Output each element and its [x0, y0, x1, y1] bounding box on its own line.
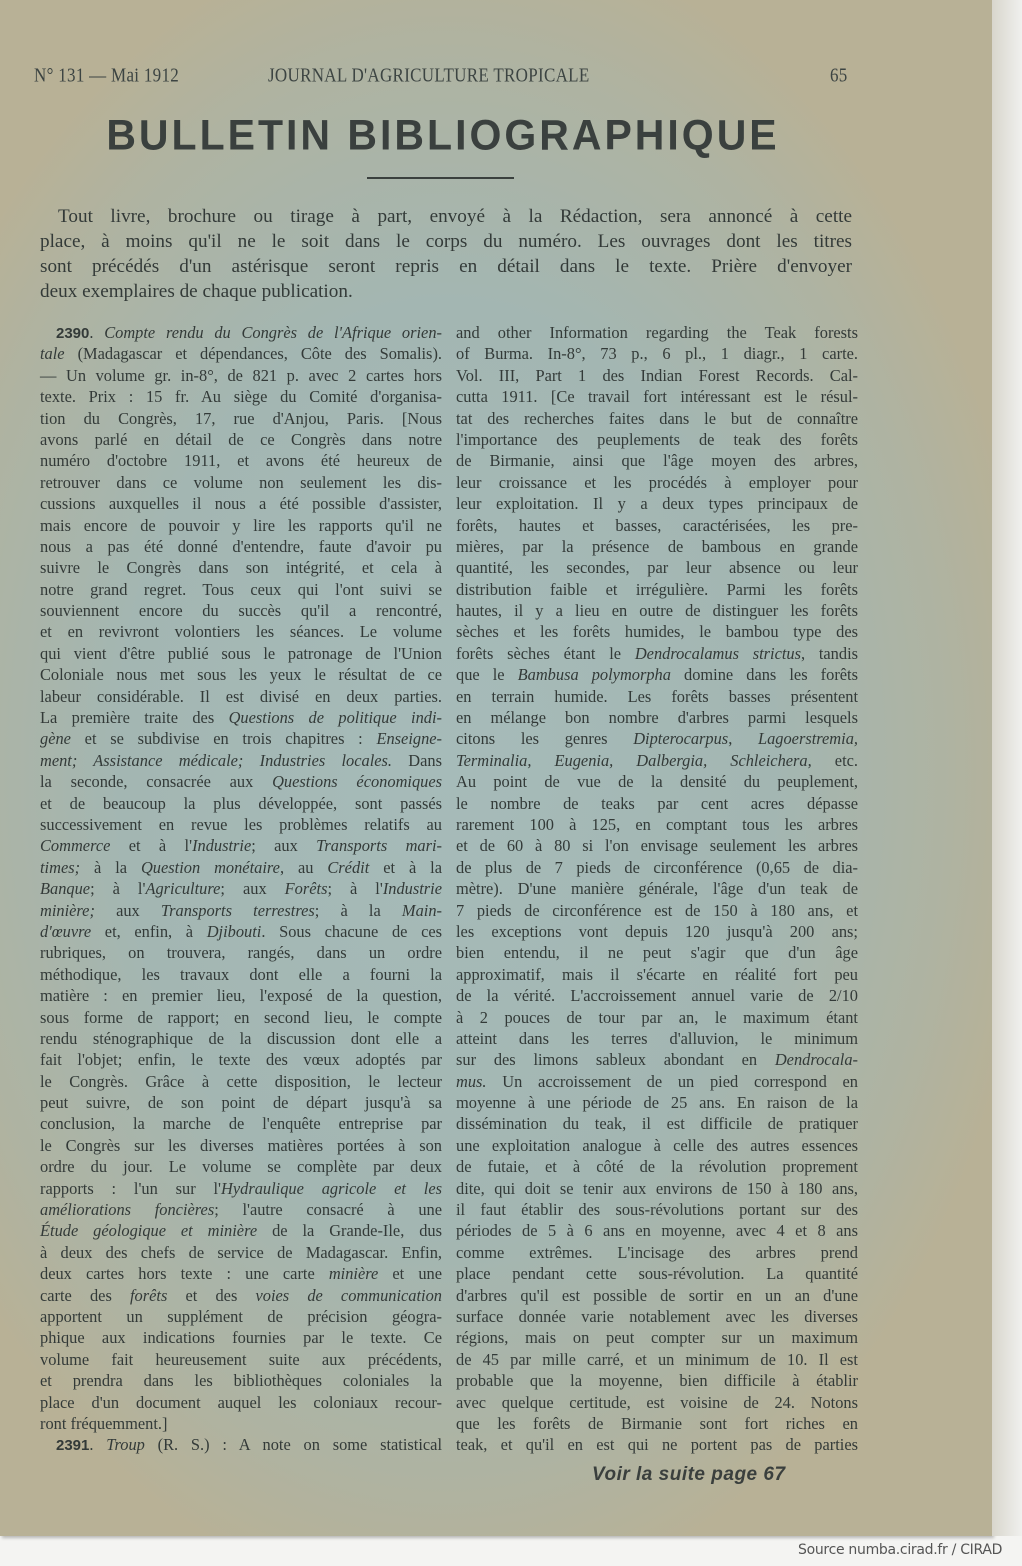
- intro-line: Tout livre, brochure ou tirage à part, envoyé à la Rédaction, sera annoncé à cette: [58, 206, 852, 227]
- text-segment: forêts, hautes et basses, caractérisées, les pre-: [456, 515, 858, 535]
- text-segment: labeur considérable. Il est divisé en deux parties.: [40, 686, 442, 706]
- text-line: [456, 771, 858, 792]
- text-segment: moyenne à une période de 25 ans. En raison de la: [456, 1093, 858, 1113]
- text-segment: approximatif, mais il s'écarte en réalité fort peu: [456, 964, 858, 984]
- text-segment: périodes de 5 à 6 ans en moyenne, avec 4 et 8 ans: [456, 1221, 858, 1241]
- text-segment: probable que la moyenne, bien difficile à établir: [456, 1371, 858, 1391]
- text-line: [456, 493, 858, 514]
- text-line: [456, 515, 858, 536]
- italic-text: Enseigne-: [376, 729, 442, 749]
- text-segment: tat des recherches faites dans le but de connaître: [456, 408, 858, 428]
- text-line: [40, 964, 442, 985]
- text-line: [40, 942, 442, 963]
- italic-text: d'œuvre: [40, 921, 92, 941]
- text-line: [456, 386, 858, 407]
- text-line: [456, 1285, 858, 1306]
- text-line: [456, 750, 858, 771]
- text-segment: tion du Congrès, 17, rue d'Anjou, Paris. [Nous: [40, 408, 442, 428]
- text-line: [456, 429, 858, 450]
- italic-text: Bambusa polymorpha: [517, 665, 671, 685]
- text-line: [40, 472, 442, 493]
- italic-text: Questions de politique indi-: [228, 708, 443, 728]
- italic-text: Compte rendu du Congrès de l'Afrique orien-: [104, 323, 442, 342]
- italic-text: Question monétaire: [140, 857, 280, 877]
- text-line: [456, 579, 858, 600]
- text-segment: ; aux: [251, 836, 317, 856]
- text-segment: 7 pieds de circonférence est de 150 à 180 ans, et: [456, 900, 858, 920]
- text-line: [456, 793, 858, 814]
- text-segment: aux: [94, 900, 161, 920]
- text-line: [456, 878, 858, 899]
- italic-text: Agriculture: [145, 879, 221, 899]
- text-segment: de plus de 7 pieds de circonférence (0,65 de dia-: [456, 857, 858, 877]
- entry-number: 2391: [56, 1437, 90, 1455]
- text-line: [456, 1113, 858, 1134]
- text-line: [40, 1220, 442, 1241]
- text-line: [456, 1156, 858, 1177]
- text-line: [40, 900, 442, 921]
- text-line: [456, 1007, 858, 1028]
- text-line: [40, 643, 442, 664]
- text-segment: que le: [456, 665, 518, 685]
- text-line: [456, 536, 858, 557]
- text-segment: rendu sténographique de la discussion dont elle a: [40, 1028, 442, 1048]
- text-segment: and other Information regarding the Teak forests: [456, 323, 858, 342]
- text-segment: deux cartes hors texte : une carte: [40, 1264, 329, 1284]
- text-line: [456, 621, 858, 642]
- text-segment: Coloniale nous met sous les yeux le résultat de ce: [40, 665, 442, 685]
- text-line: [40, 1156, 442, 1177]
- text-segment: de la vérité. L'accroissement annuel varie de 2/10: [456, 986, 858, 1006]
- text-line: [456, 408, 858, 429]
- text-segment: bien entendu, il ne peut s'agir que d'un âge: [456, 943, 858, 963]
- text-line: [456, 900, 858, 921]
- italic-text: Hydraulique agricole et les: [221, 1178, 442, 1198]
- italic-text: Djibouti: [206, 921, 262, 941]
- page-title: BULLETIN BIBLIOGRAPHIQUE: [106, 110, 780, 160]
- text-line: [40, 1413, 442, 1434]
- text-line: [40, 1178, 442, 1199]
- text-line: [456, 1092, 858, 1113]
- text-line: [40, 1049, 442, 1070]
- text-segment: ; aux: [220, 879, 285, 899]
- text-segment: apportent un supplément de précision géogra-: [40, 1306, 442, 1326]
- italic-text: Étude géologique et minière: [40, 1221, 258, 1241]
- text-line: [40, 1242, 442, 1263]
- italic-text: Main-: [401, 900, 442, 920]
- text-segment: et, enfin, à: [91, 921, 207, 941]
- text-segment: comme extrêmes. L'incisage des arbres prend: [456, 1242, 858, 1262]
- text-segment: retrouver dans ce volume non seulement les dis-: [40, 472, 442, 492]
- text-segment: texte. Prix : 15 fr. Au siège du Comité d'organisa-: [40, 387, 442, 407]
- text-segment: etc.: [811, 750, 858, 770]
- text-line: [40, 664, 442, 685]
- continued-notice: Voir la suite page 67: [592, 1464, 786, 1485]
- text-line: [40, 1092, 442, 1113]
- page-number: 65: [830, 64, 848, 86]
- text-line: [40, 1263, 442, 1284]
- text-line: [40, 793, 442, 814]
- text-line: [40, 814, 442, 835]
- text-segment: of Burma. In-8°, 73 p., 6 pl., 1 diagr., 1 carte.: [456, 344, 858, 364]
- italic-text: Industrie: [192, 836, 252, 856]
- text-line: [456, 1178, 858, 1199]
- text-segment: .: [89, 323, 105, 342]
- text-segment: mais encore de pouvoir y lire les rapports qu'il ne: [40, 515, 442, 535]
- italic-text: Troup: [106, 1435, 145, 1455]
- text-segment: sur des limons sableux abondant en: [456, 1050, 775, 1070]
- text-line: [456, 664, 858, 685]
- text-segment: en mélange bon nombre d'arbres parmi lesquels: [456, 708, 858, 728]
- text-line: [40, 878, 442, 899]
- italic-text: Transports mari-: [316, 836, 442, 856]
- text-segment: une exploitation analogue à celle des autres essences: [456, 1135, 858, 1155]
- text-segment: Vol. III, Part 1 des Indian Forest Records. Cal-: [456, 365, 858, 385]
- text-segment: notre grand regret. Tous ceux qui l'ont suivi se: [40, 579, 442, 599]
- text-segment: sous forme de rapport; en second lieu, le compte: [40, 1007, 442, 1027]
- italic-text: tale: [40, 344, 65, 364]
- italic-text: améliorations foncières: [40, 1200, 215, 1220]
- text-segment: leur croissance et les procédés à employer pour: [456, 472, 858, 492]
- text-segment: distribution faible et irrégulière. Parmi les forêts: [456, 579, 858, 599]
- text-segment: ; à l': [327, 879, 383, 899]
- text-line: [40, 1199, 442, 1220]
- text-line: [40, 515, 442, 536]
- text-line: [456, 1263, 858, 1284]
- text-line: [40, 1370, 442, 1391]
- text-line: [40, 386, 442, 407]
- text-segment: la seconde, consacrée aux: [40, 772, 273, 792]
- text-segment: et à la: [369, 857, 442, 877]
- italic-text: Forêts: [284, 879, 328, 899]
- text-segment: ; à l': [90, 879, 146, 899]
- text-line: [456, 1220, 858, 1241]
- text-segment: à 2 pouces de tour par an, le maximum étant: [456, 1007, 858, 1027]
- italic-text: gène: [40, 729, 71, 749]
- text-segment: et des: [167, 1285, 256, 1305]
- text-line: [40, 1071, 442, 1092]
- text-segment: rapports : l'un sur l': [40, 1178, 222, 1198]
- text-segment: phique aux indications fournies par le texte. Ce: [40, 1328, 442, 1348]
- text-line: [40, 557, 442, 578]
- text-line: [40, 1327, 442, 1348]
- italic-text: forêts: [130, 1285, 168, 1305]
- text-line: [40, 493, 442, 514]
- entry-number: 2390: [56, 325, 90, 342]
- journal-name: JOURNAL D'AGRICULTURE TROPICALE: [268, 64, 590, 86]
- text-line: [40, 1113, 442, 1134]
- text-segment: .: [89, 1435, 107, 1455]
- text-segment: cutta 1911. [Ce travail fort intéressant est le résul-: [456, 387, 858, 407]
- text-line: [456, 600, 858, 621]
- text-line: [40, 1306, 442, 1327]
- text-segment: domine dans les forêts: [670, 665, 858, 685]
- text-line: [40, 707, 442, 728]
- text-line: [40, 728, 442, 749]
- text-segment: place pendant cette sous-révolution. La quantité: [456, 1264, 858, 1284]
- text-segment: fait l'objet; enfin, le texte des vœux adoptés par: [40, 1050, 442, 1070]
- text-line: [456, 557, 858, 578]
- text-segment: en terrain humide. Les forêts basses présentent: [456, 686, 858, 706]
- text-line: [456, 921, 858, 942]
- page-edge: [992, 0, 1022, 1536]
- text-segment: ; l'autre consacré à une: [214, 1200, 442, 1220]
- right-column: [456, 322, 858, 1456]
- text-segment: . Sous chacune de ces: [261, 921, 442, 941]
- text-line: [40, 1392, 442, 1413]
- text-line: [456, 814, 858, 835]
- text-segment: conclusion, la marche de l'enquête entreprise par: [40, 1114, 442, 1134]
- text-line: [40, 1434, 442, 1455]
- text-segment: suivre le Congrès dans son intégrité, et cela à: [40, 558, 442, 578]
- text-line: [456, 1306, 858, 1327]
- intro-line: sont précédés d'un astérisque seront repris en détail dans le texte. Prière d'envoyer: [40, 256, 852, 277]
- text-segment: carte des: [40, 1285, 130, 1305]
- text-segment: et en revivront volontiers les séances. Le volume: [40, 622, 442, 642]
- text-line: [40, 322, 442, 343]
- text-line: [456, 835, 858, 856]
- text-segment: numéro d'octobre 1911, et avons été heureux de: [40, 451, 442, 471]
- italic-text: Commerce: [40, 836, 111, 856]
- text-segment: surface donnée varie notablement avec les diverses: [456, 1306, 858, 1326]
- left-column: [40, 322, 442, 1456]
- text-segment: il faut établir des sous-révolutions portant sur des: [456, 1200, 858, 1220]
- text-segment: et de 60 à 80 si l'on envisage seulement les arbres: [456, 836, 858, 856]
- text-segment: teak, et qu'il en est qui ne portent pas de parties: [456, 1435, 858, 1455]
- text-segment: de Birmanie, ainsi que l'âge moyen des arbres,: [456, 451, 858, 471]
- text-segment: (Madagascar et dépendances, Côte des Somalis).: [64, 344, 442, 364]
- text-segment: leur exploitation. Il y a deux types principaux de: [456, 494, 858, 514]
- italic-text: Banque: [40, 879, 91, 899]
- text-segment: de la Grande-Ile, dus: [257, 1221, 442, 1241]
- text-segment: et prendra dans les bibliothèques coloniales la: [40, 1371, 442, 1391]
- text-segment: souviennent encore du succès qu'il a rencontré,: [40, 601, 442, 621]
- italic-text: voies de communication: [255, 1285, 442, 1305]
- text-line: [456, 1135, 858, 1156]
- text-line: [456, 964, 858, 985]
- text-line: [40, 579, 442, 600]
- text-line: [40, 985, 442, 1006]
- text-line: [40, 750, 442, 771]
- text-line: [40, 429, 442, 450]
- text-segment: quantité, les secondes, par leur absence ou leur: [456, 558, 858, 578]
- text-segment: le Congrès. Grâce à cette disposition, le lecteur: [40, 1071, 442, 1091]
- title-divider: [367, 177, 514, 179]
- text-segment: — Un volume gr. in-8°, de 821 p. avec 2 cartes hors: [40, 365, 442, 385]
- text-segment: de 45 par mille carré, et un minimum de 10. Il est: [456, 1349, 858, 1369]
- text-line: [40, 450, 442, 471]
- text-segment: que les forêts de Birmanie sont fort riches en: [456, 1413, 858, 1433]
- text-segment: le Congrès sur les diverses matières portées à son: [40, 1135, 442, 1155]
- text-segment: nous a pas été donné d'entendre, faute d'avoir pu: [40, 536, 442, 556]
- text-segment: Dans: [392, 750, 442, 770]
- text-line: [456, 1071, 858, 1092]
- text-segment: dite, qui doit se tenir aux environs de 150 à 180 ans,: [456, 1178, 858, 1198]
- text-segment: et se subdivise en trois chapitres :: [70, 729, 377, 749]
- italic-text: times;: [40, 857, 81, 877]
- text-line: [40, 365, 442, 386]
- text-line: [40, 857, 442, 878]
- italic-text: Dipterocarpus: [633, 729, 729, 749]
- text-line: [40, 686, 442, 707]
- text-segment: l'importance des peuplements de teak des forêts: [456, 429, 858, 449]
- text-line: [456, 1049, 858, 1070]
- text-line: [456, 686, 858, 707]
- text-segment: à deux des chefs de service de Madagascar. Enfin,: [40, 1242, 442, 1262]
- text-line: [40, 1135, 442, 1156]
- italic-text: Industrie: [382, 879, 442, 899]
- text-segment: ordre du jour. Le volume se complète par deux: [40, 1157, 442, 1177]
- text-line: [456, 1242, 858, 1263]
- text-segment: Un accroissement de un pied correspond en: [486, 1071, 858, 1091]
- text-line: [40, 536, 442, 557]
- text-line: [456, 322, 858, 343]
- text-line: [456, 450, 858, 471]
- text-line: [456, 1392, 858, 1413]
- text-line: [456, 707, 858, 728]
- text-segment: place d'un document auquel les coloniaux recour-: [40, 1392, 442, 1412]
- text-segment: ,: [728, 729, 758, 749]
- italic-text: Lagoerstremia,: [757, 729, 858, 749]
- text-line: [456, 1413, 858, 1434]
- text-line: [456, 1434, 858, 1455]
- text-segment: rubriques, on trouvera, rangés, dans un ordre: [40, 943, 442, 963]
- text-segment: , tandis: [800, 643, 858, 663]
- text-segment: régions, mais on peut compter sur un maximum: [456, 1328, 858, 1348]
- text-segment: mètre). D'une manière générale, l'âge d'un teak de: [456, 879, 858, 899]
- text-segment: matière : en premier lieu, l'exposé de la question,: [40, 986, 442, 1006]
- text-segment: dissémination du teak, il est difficile de pratiquer: [456, 1114, 858, 1134]
- text-line: [456, 343, 858, 364]
- text-segment: atteint dans les terres d'alluvion, le minimum: [456, 1028, 858, 1048]
- intro-line: place, à moins qu'il ne le soit dans le corps du numéro. Les ouvrages dont les titres: [40, 231, 852, 252]
- intro-line: deux exemplaires de chaque publication.: [40, 281, 353, 302]
- text-segment: avons parlé en détail de ce Congrès dans notre: [40, 429, 442, 449]
- text-segment: d'arbres qu'il est possible de sortir en un an d'une: [456, 1285, 858, 1305]
- text-segment: cussions auxquelles il nous a été possible d'assister,: [40, 494, 442, 514]
- text-segment: méthodique, les travaux dont elle a fourni la: [40, 964, 442, 984]
- text-line: [40, 408, 442, 429]
- text-segment: Au point de vue de la densité du peuplement,: [456, 772, 858, 792]
- italic-text: minière: [328, 1264, 379, 1284]
- text-line: [40, 600, 442, 621]
- text-segment: de futaie, et à côté de la révolution proprement: [456, 1157, 858, 1177]
- text-segment: hautes, il y a lieu en outre de distinguer les forêts: [456, 601, 858, 621]
- italic-text: Dendrocalamus strictus: [634, 643, 801, 663]
- text-line: [40, 1285, 442, 1306]
- text-segment: mières, par la présence de bambous en grande: [456, 536, 858, 556]
- text-line: [456, 1370, 858, 1391]
- text-line: [456, 1199, 858, 1220]
- intro-paragraph: [40, 204, 852, 304]
- text-line: [40, 1349, 442, 1370]
- text-line: [40, 771, 442, 792]
- text-segment: et à l': [110, 836, 193, 856]
- text-segment: forêts sèches étant le: [456, 643, 635, 663]
- text-line: [456, 942, 858, 963]
- text-segment: , au: [279, 857, 328, 877]
- text-line: [456, 1349, 858, 1370]
- italic-text: Crédit: [327, 857, 370, 877]
- text-line: [456, 643, 858, 664]
- text-line: [456, 728, 858, 749]
- italic-text: Terminalia, Eugenia, Dalbergia, Schleichera,: [456, 750, 812, 770]
- text-line: [40, 921, 442, 942]
- text-line: [40, 343, 442, 364]
- text-line: [456, 365, 858, 386]
- text-line: [456, 1028, 858, 1049]
- issue-number: N° 131 — Mai 1912: [34, 64, 180, 86]
- text-line: [456, 985, 858, 1006]
- text-segment: le nombre de teaks par cent acres dépasse: [456, 793, 858, 813]
- text-segment: La première traite des: [40, 708, 229, 728]
- text-segment: avec quelque certitude, est voisine de 24. Notons: [456, 1392, 858, 1412]
- text-segment: (R. S.) : A note on some statistical: [144, 1435, 442, 1455]
- text-segment: et une: [378, 1264, 442, 1284]
- text-segment: ; à la: [314, 900, 402, 920]
- text-line: [456, 472, 858, 493]
- text-line: [40, 621, 442, 642]
- text-segment: citons les genres: [456, 729, 634, 749]
- text-segment: ront fréquemment.]: [40, 1413, 168, 1433]
- text-segment: les exceptions vont depuis 120 jusqu'à 200 ans;: [456, 921, 858, 941]
- italic-text: ment; Assistance médicale; Industries locales.: [40, 750, 393, 770]
- italic-text: mus.: [456, 1071, 487, 1091]
- text-segment: à la: [80, 857, 141, 877]
- text-segment: rarement 100 à 125, en comptant tous les arbres: [456, 814, 858, 834]
- italic-text: Dendrocala-: [774, 1050, 858, 1070]
- italic-text: Questions économiques: [272, 772, 443, 792]
- text-segment: et de beaucoup la plus développée, sont passés: [40, 793, 442, 813]
- text-line: [40, 1028, 442, 1049]
- text-line: [456, 857, 858, 878]
- italic-text: Transports terrestres: [160, 900, 315, 920]
- text-segment: successivement en revue les problèmes relatifs au: [40, 814, 442, 834]
- italic-text: minière;: [40, 900, 95, 920]
- text-line: [40, 835, 442, 856]
- source-credit: Source numba.cirad.fr / CIRAD: [798, 1542, 1003, 1558]
- text-segment: qui vient d'être publié sous le patronage de l'Union: [40, 643, 442, 663]
- text-line: [40, 1007, 442, 1028]
- text-line: [456, 1327, 858, 1348]
- text-segment: peut suivre, de son point de départ jusqu'à sa: [40, 1093, 442, 1113]
- text-segment: volume fait heureusement suite aux précédents,: [40, 1349, 442, 1369]
- text-segment: sèches et les forêts humides, le bambou type des: [456, 622, 858, 642]
